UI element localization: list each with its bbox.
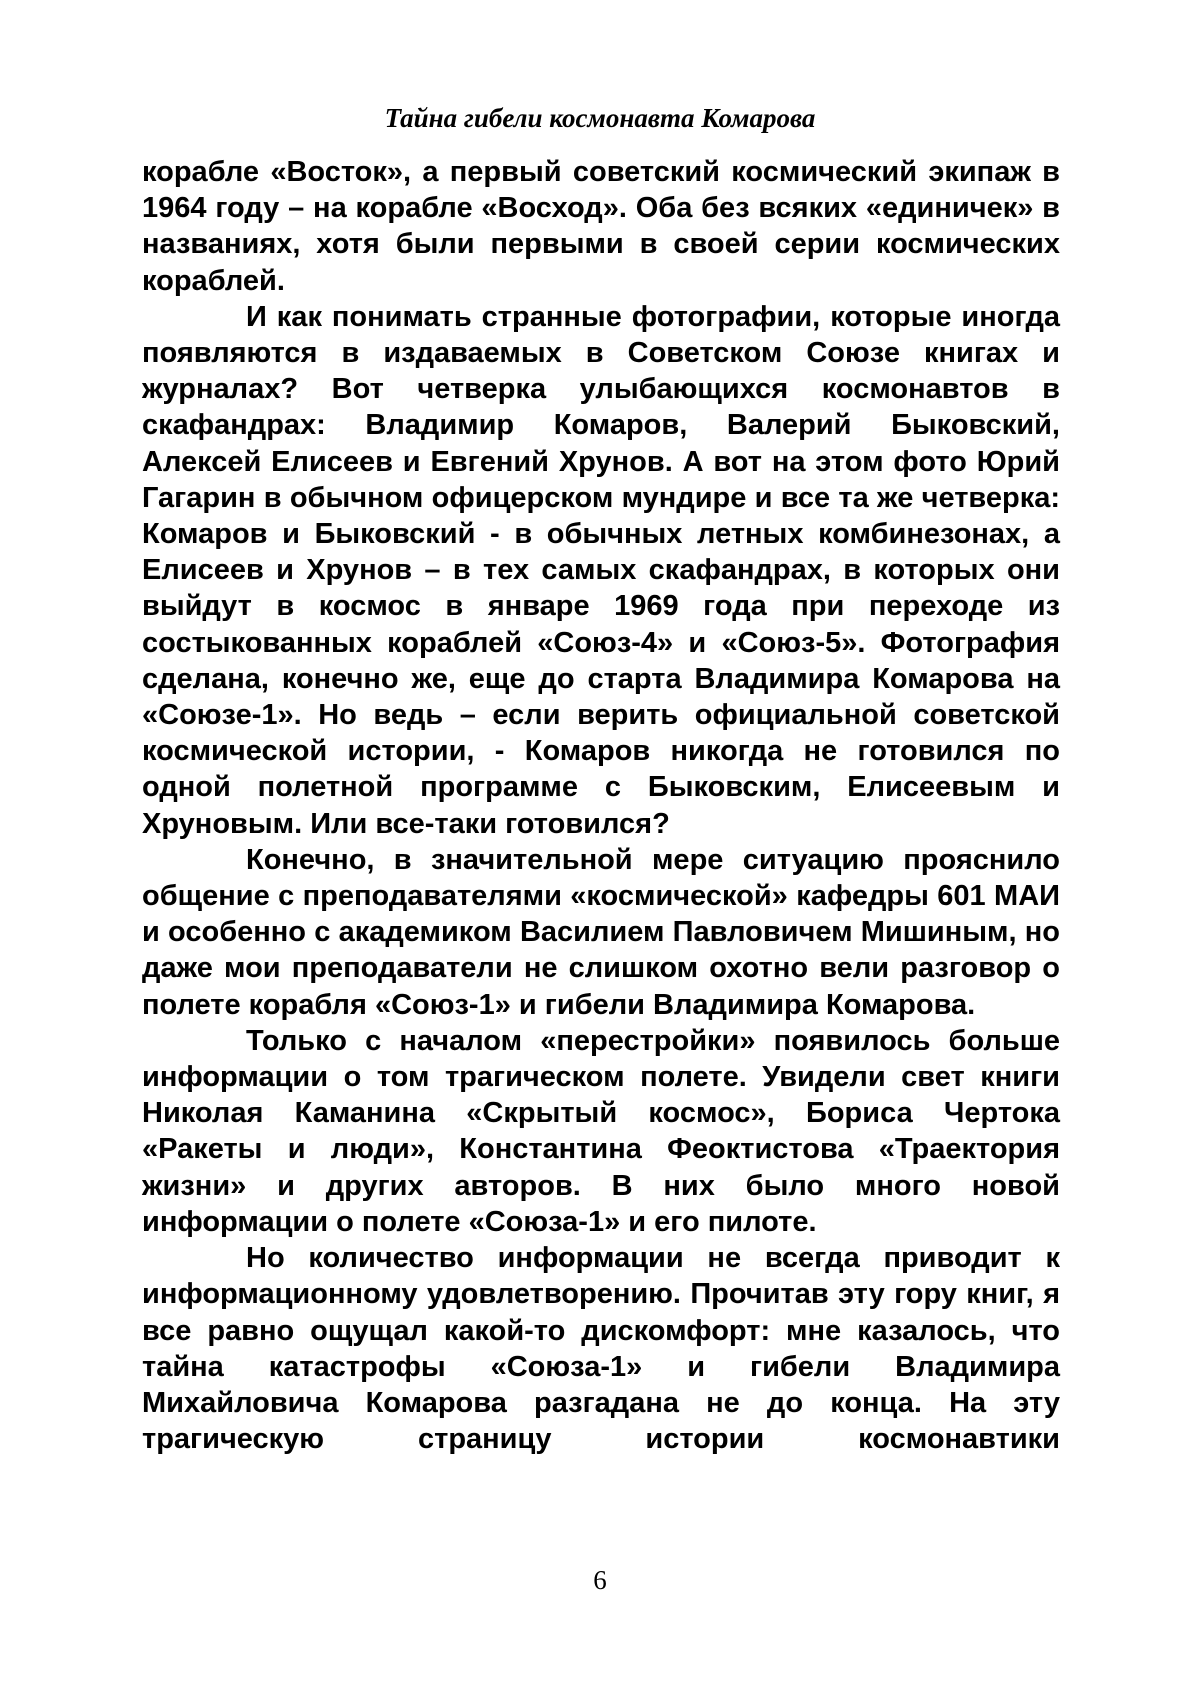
body-text	[142, 154, 1060, 1457]
paragraph-5: Но количество информации не всегда приводит к информационному удовлетворению. Прочитав эту гору книг, я все равно ощущал какой-то дискомфорт: мне казалось, что тайна катастрофы «Союза-1» и гибели Владимира Михайловича Комарова разгадана не до конца. На эту трагическую страницу истории космонавтики	[142, 1242, 1060, 1456]
page-number: 6	[593, 1565, 607, 1595]
paragraph-2: И как понимать странные фотографии, которые иногда появляются в издаваемых в Советском Союзе книгах и журналах? Вот четверка улыбающихся космонавтов в скафандрах: Владимир Комаров, Валерий Быковский, Алексей Елисеев и Евгений Хрунов. А вот на этом фото Юрий Гагарин в обычном офицерском мундире и все та же четверка: Комаров и Быковский - в обычных летных комбинезонах, а Елисеев и Хрунов – в тех самых скафандрах, в которых они выйдут в космос в январе 1969 года при переходе из состыкованных кораблей «Союз-4» и «Союз-5». Фотография сделана, конечно же, еще до старта Владимира Комарова на «Союзе-1». Но ведь – если верить официальной советской космической истории, - Комаров никогда не готовился по одной полетной программе с Быковским, Елисеевым и Хруновым. Или все-таки готовился?	[142, 300, 1060, 840]
paragraph-1: корабле «Восток», а первый советский космический экипаж в 1964 году – на корабле «Восход». Оба без всяких «единичек» в названиях, хотя были первыми в своей серии космических кораблей.	[142, 156, 1060, 297]
running-header: Тайна гибели космонавта Комарова	[384, 103, 816, 133]
paragraph-3: Конечно, в значительной мере ситуацию прояснило общение с преподавателями «космической» кафедры 601 МАИ и особенно с академиком Василием Павловичем Мишиным, но даже мои преподаватели не слишком охотно вели разговор о полете корабля «Союз-1» и гибели Владимира Комарова.	[142, 843, 1060, 1021]
paragraph-4: Только с началом «перестройки» появилось больше информации о том трагическом полете. Увидели свет книги Николая Каманина «Скрытый космос», Бориса Чертока «Ракеты и люди», Константина Феоктистова «Траектория жизни» и других авторов. В них было много новой информации о полете «Союза-1» и его пилоте.	[142, 1024, 1060, 1238]
